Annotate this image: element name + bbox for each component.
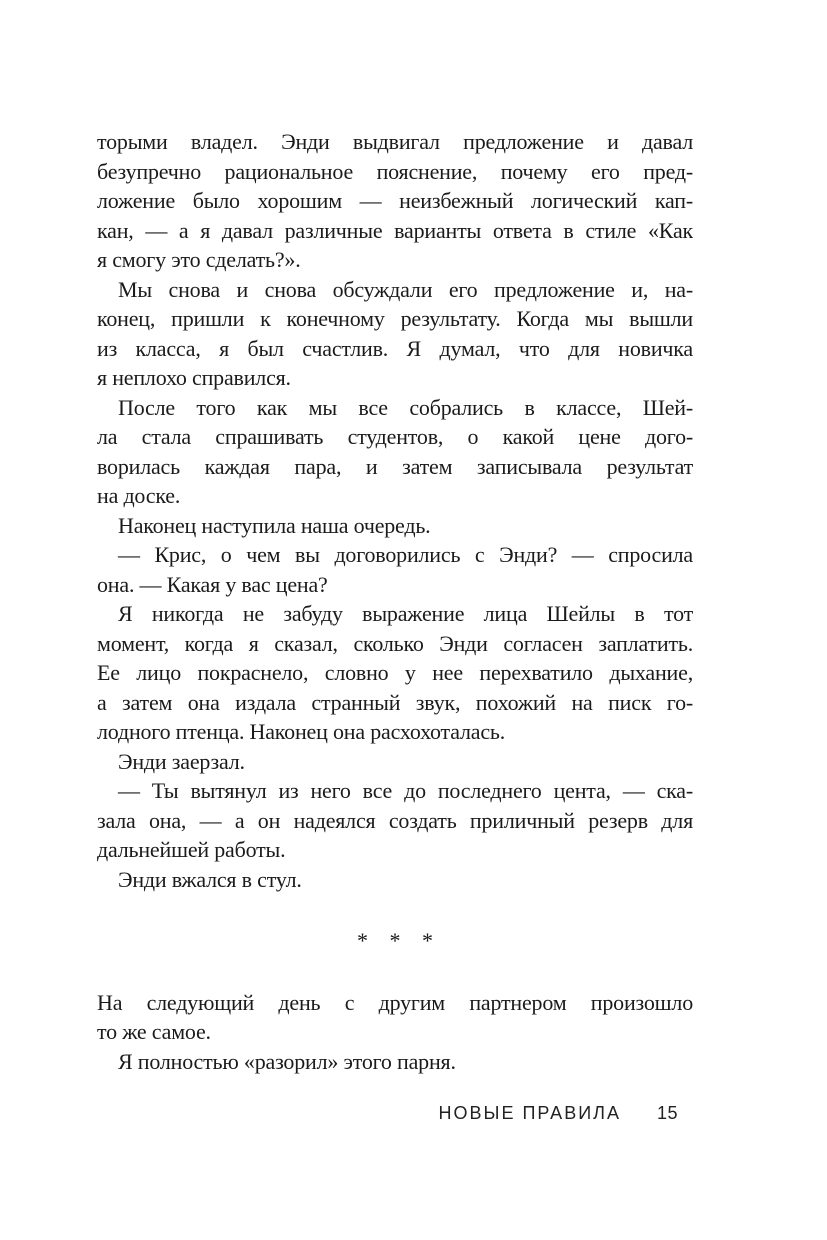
text-line: зала она, — а он надеялся создать приличный резерв для [97,807,693,833]
text-line: ворилась каждая пара, и затем записывала результат [97,453,693,479]
text-line: кан, — а я давал различные варианты ответа в стиле «Как [97,217,693,243]
paragraph [97,275,693,393]
text-line: конец, пришли к конечному результату. Когда мы вышли [97,306,693,331]
text-line: она. — Какая у вас цена? [97,571,328,597]
paragraph [97,127,693,275]
text-line: дальнейшей работы. [97,837,286,862]
paragraph [97,599,693,747]
paragraph [97,393,693,511]
text-line: а затем она издала странный звук, похожий на писк го- [97,689,693,715]
text-line: На следующий день с другим партнером произошло [97,989,693,1015]
text-line: на доске. [97,483,181,508]
text-line: безупречно рациональное пояснение, почему его пред- [97,158,693,184]
text-line: Мы снова и снова обсуждали его предложение и, на- [118,276,693,302]
page-text [97,127,693,1076]
text-line: Энди вжался в стул. [118,866,302,892]
paragraph [97,540,693,599]
text-line: — Ты вытянул из него все до последнего цента, — ска- [118,778,693,803]
paragraph [97,511,693,541]
paragraph [97,865,693,895]
running-title: НОВЫЕ ПРАВИЛА [438,1103,621,1123]
paragraph [97,988,693,1047]
text-line: Энди заерзал. [118,748,245,774]
paragraph [97,747,693,777]
text-line: ложение было хорошим — неизбежный логический кап- [97,188,693,213]
text-line: Я полностью «разорил» этого парня. [118,1048,456,1074]
text-line: — Крис, о чем вы договорились с Энди? — спросила [118,542,693,567]
paragraph [97,1047,693,1077]
text-line: ла стала спрашивать студентов, о какой цене дого- [97,424,693,449]
page-footer [439,1103,679,1124]
text-line: Ее лицо покраснело, словно у нее перехватило дыхание, [97,660,693,685]
text-line: лодного птенца. Наконец она расхохоталась. [97,719,506,744]
text-line: Наконец наступила наша очередь. [118,512,431,538]
paragraph [97,776,693,865]
text-line: После того как мы все собрались в классе, Шей- [118,394,693,420]
text-line: то же самое. [97,1019,211,1044]
section-break: * * * [357,928,433,953]
text-line: я смогу это сделать?». [97,247,301,272]
page-number: 15 [656,1103,678,1123]
text-line: момент, когда я сказал, сколько Энди согласен заплатить. [97,630,693,656]
text-line: торыми владел. Энди выдвигал предложение и давал [97,129,693,154]
text-line: Я никогда не забуду выражение лица Шейлы в тот [118,601,693,626]
text-line: из класса, я был счастлив. Я думал, что для новичка [97,335,693,361]
text-line: я неплохо справился. [97,365,291,390]
